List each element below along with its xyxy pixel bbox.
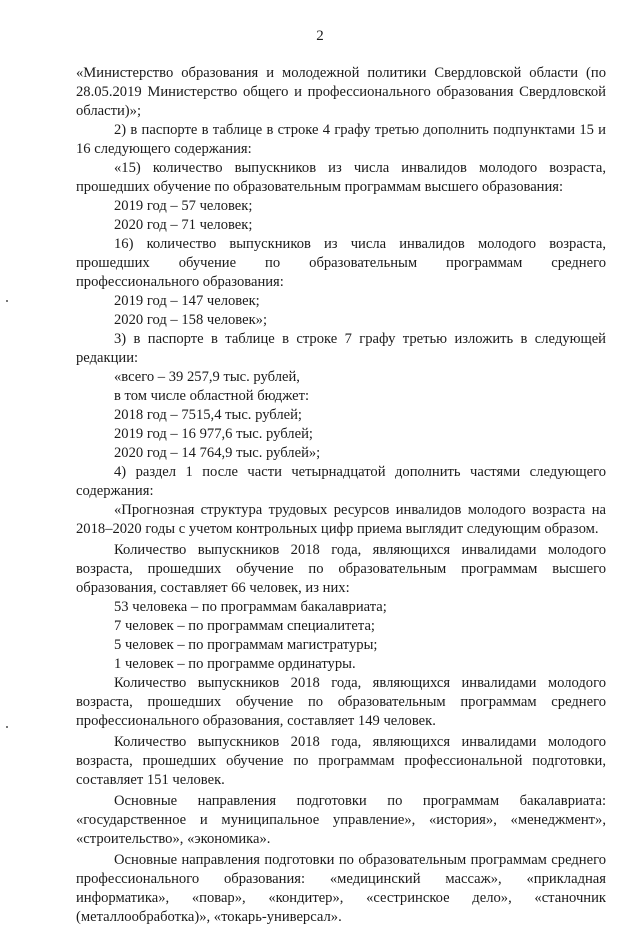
line-2020-graduates-spo: 2020 год – 158 человек»; bbox=[114, 312, 268, 328]
line-regional-budget: в том числе областной бюджет: bbox=[114, 388, 310, 404]
line-2019-graduates-spo: 2019 год – 147 человек; bbox=[114, 293, 260, 309]
paragraph-item-3: 3) в паспорте в таблице в строке 7 графу третью изложить в следующей редакции: bbox=[76, 331, 606, 366]
page-number: 2 bbox=[316, 28, 324, 44]
paragraph-spo-directions: Основные направления подготовки по образовательным программам среднего профессионального образования: «медицинский массаж», «прикладная информатика», «повар», «кондитер», «сестринское дело», «станочник (металлообработка)», «токарь-универсал». bbox=[76, 852, 606, 925]
paragraph-graduates-spo-2018: Количество выпускников 2018 года, являющихся инвалидами молодого возраста, прошедших обучение по образовательным программам среднего профессионального образования, составляет 149 человек. bbox=[76, 675, 606, 729]
document-body bbox=[76, 64, 606, 927]
line-residency-count: 1 человек – по программе ординатуры. bbox=[114, 656, 356, 672]
line-2019-funding: 2019 год – 16 977,6 тыс. рублей; bbox=[114, 426, 313, 442]
paragraph-subitem-16: 16) количество выпускников из числа инвалидов молодого возраста, прошедших обучение по образовательным программам среднего профессионального образования: bbox=[76, 236, 606, 290]
paragraph-item-4: 4) раздел 1 после части четырнадцатой дополнить частями следующего содержания: bbox=[76, 464, 606, 499]
line-2018-funding: 2018 год – 7515,4 тыс. рублей; bbox=[114, 407, 302, 423]
paragraph-ministry: «Министерство образования и молодежной политики Свердловской области (по 28.05.2019 Министерство общего и профессионального образования Свердловской области)»; bbox=[76, 65, 606, 119]
line-2020-graduates-higher: 2020 год – 71 человек; bbox=[114, 217, 253, 233]
scan-mark-left-bottom bbox=[6, 726, 8, 728]
line-total-funding: «всего – 39 257,9 тыс. рублей, bbox=[114, 369, 300, 385]
paragraph-graduates-vocational-2018: Количество выпускников 2018 года, являющихся инвалидами молодого возраста, прошедших обучение по программам профессиональной подготовки, составляет 151 человек. bbox=[76, 734, 606, 788]
line-master-count: 5 человек – по программам магистратуры; bbox=[114, 637, 378, 653]
line-2020-funding: 2020 год – 14 764,9 тыс. рублей»; bbox=[114, 445, 321, 461]
line-specialist-count: 7 человек – по программам специалитета; bbox=[114, 618, 375, 634]
paragraph-forecast-structure: «Прогнозная структура трудовых ресурсов инвалидов молодого возраста на 2018–2020 годы с учетом контрольных цифр приема выглядит следующим образом. bbox=[76, 502, 606, 537]
paragraph-graduates-higher-2018: Количество выпускников 2018 года, являющихся инвалидами молодого возраста, прошедших обучение по образовательным программам высшего образования, составляет 66 человек, из них: bbox=[76, 542, 606, 596]
line-bachelor-count: 53 человека – по программам бакалавриата; bbox=[114, 599, 387, 615]
paragraph-item-2: 2) в паспорте в таблице в строке 4 графу третью дополнить подпунктами 15 и 16 следующего содержания: bbox=[76, 122, 606, 157]
paragraph-subitem-15: «15) количество выпускников из числа инвалидов молодого возраста, прошедших обучение по образовательным программам высшего образования: bbox=[76, 160, 606, 195]
line-2019-graduates-higher: 2019 год – 57 человек; bbox=[114, 198, 253, 214]
paragraph-bachelor-directions: Основные направления подготовки по программам бакалавриата: «государственное и муниципальное управление», «история», «менеджмент», «строительство», «экономика». bbox=[76, 793, 606, 847]
scan-mark-left-top bbox=[6, 300, 8, 302]
